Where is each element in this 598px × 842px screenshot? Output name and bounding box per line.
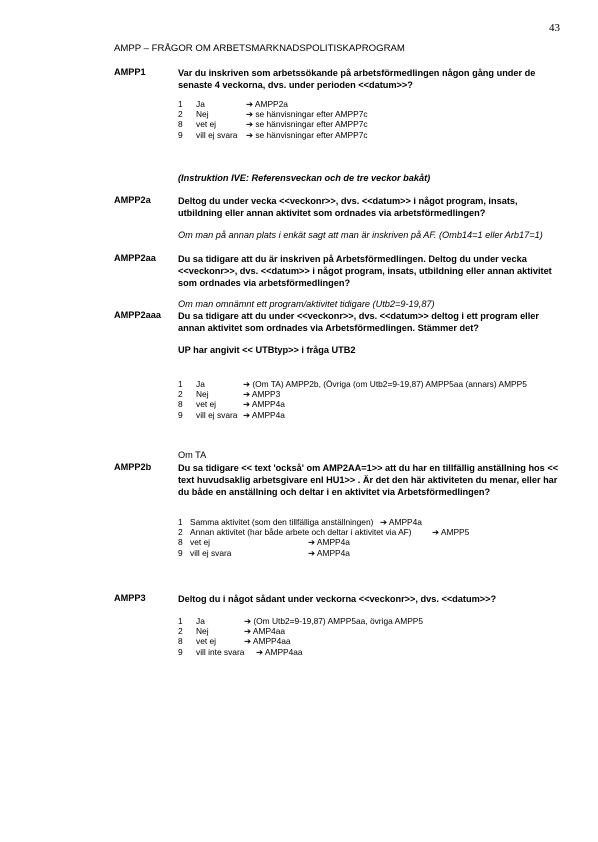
option-label: vet ej xyxy=(196,399,217,410)
question-text-ampp3: Deltog du i något sådant under veckorna <<veckonr>>, dvs. <<datum>>? xyxy=(178,594,497,604)
option-route: ➔ AMP4aa xyxy=(244,626,286,637)
option-row xyxy=(178,616,568,626)
option-row xyxy=(178,626,568,636)
option-row xyxy=(178,410,578,420)
option-row xyxy=(178,130,538,140)
instruction-om-ta: Om TA xyxy=(178,450,207,460)
option-route: ➔ AMPP4aa xyxy=(244,636,291,647)
options-ampp2aaa xyxy=(178,379,578,420)
question-id-ampp1: AMPP1 xyxy=(114,67,146,77)
option-row xyxy=(178,109,538,119)
instruction-ampp2aa: Om man på annan plats i enkät sagt att man är inskriven på AF. (Omb14=1 eller Arb17=1) xyxy=(178,230,543,240)
option-number: 9 xyxy=(178,129,183,140)
section-heading: AMPP – FRÅGOR OM ARBETSMARKNADSPOLITISKAPROGRAM xyxy=(114,43,405,54)
option-number: 8 xyxy=(178,537,183,548)
option-route: ➔ AMPP4a xyxy=(243,399,285,410)
option-number: 8 xyxy=(178,636,183,647)
option-number: 9 xyxy=(178,646,183,657)
option-label: Annan aktivitet (har både arbete och deltar i aktivitet via AF) xyxy=(190,527,412,538)
option-label: Ja xyxy=(196,616,205,626)
option-label: Samma aktivitet (som den tillfälliga anställningen) xyxy=(190,517,374,527)
option-row xyxy=(178,636,568,646)
option-number: 2 xyxy=(178,109,183,120)
note-ampp2aaa: UP har angivit << UTBtyp>> i fråga UTB2 xyxy=(178,345,356,355)
option-route: ➔ (Om TA) AMPP2b, (Övriga (om Utb2=9-19,87) AMPP5aa (annars) AMPP5 xyxy=(243,379,527,389)
option-row xyxy=(178,527,568,537)
option-label: vill inte svara xyxy=(196,646,245,657)
option-label: Nej xyxy=(196,626,209,637)
option-route: ➔ se hänvisningar efter AMPP7c xyxy=(246,119,368,130)
option-row xyxy=(178,517,568,527)
instruction-ive: (Instruktion IVE: Referensveckan och de tre veckor bakåt) xyxy=(178,173,431,183)
question-id-ampp3: AMPP3 xyxy=(114,593,146,603)
option-number: 1 xyxy=(178,99,183,109)
question-id-ampp2b: AMPP2b xyxy=(114,462,152,472)
question-text-ampp2a: Deltog du under vecka <<veckonr>>, dvs. <<datum>> i något program, insats, utbildning eller annan aktivitet som ordnades via arbetsförmedlingen? xyxy=(178,196,518,218)
question-id-ampp2aaa: AMPP2aaa xyxy=(114,310,161,320)
question-text-ampp2aa: Du sa tidigare att du är inskriven på Arbetsförmedlingen. Deltog du under vecka <<veckonr>>, dvs. <<datum>> i något program, insats, utbildning eller annan aktivitet som ordnades via arbetsförmedlingen? xyxy=(178,254,552,288)
option-row xyxy=(178,647,568,657)
option-route: ➔ (Om Utb2=9-19,87) AMPP5aa, övriga AMPP5 xyxy=(244,616,424,626)
option-number: 9 xyxy=(178,547,183,558)
option-label: vet ej xyxy=(190,537,211,548)
question-text-ampp1: Var du inskriven som arbetssökande på arbetsförmedlingen någon gång under de senaste 4 veckorna, dvs. under perioden <<datum>>? xyxy=(178,68,536,90)
option-label: Ja xyxy=(196,379,205,389)
option-row xyxy=(178,548,568,558)
option-row xyxy=(178,119,538,129)
option-row xyxy=(178,399,578,409)
option-row xyxy=(178,99,538,109)
option-number: 8 xyxy=(178,399,183,410)
option-number: 9 xyxy=(178,409,183,420)
option-route: ➔ AMPP5 xyxy=(432,527,470,538)
option-route: ➔ se hänvisningar efter AMPP7c xyxy=(246,109,368,120)
option-label: vill ej svara xyxy=(196,409,238,420)
instruction-ampp2aaa: Om man omnämnt ett program/aktivitet tidigare (Utb2=9-19,87) xyxy=(178,299,435,309)
option-number: 2 xyxy=(178,389,183,400)
option-route: ➔ se hänvisningar efter AMPP7c xyxy=(246,129,368,140)
option-row xyxy=(178,379,578,389)
option-number: 2 xyxy=(178,626,183,637)
option-label: Nej xyxy=(196,389,209,400)
option-label: vill ej svara xyxy=(190,547,232,558)
option-number: 1 xyxy=(178,616,183,626)
question-id-ampp2a: AMPP2a xyxy=(114,195,151,205)
question-text-ampp2b: Du sa tidigare << text 'också' om AMP2AA=1>> att du har en tillfällig anställning hos << text huvudsaklig arbetsgivare enl HU1>> . Är det den här aktiviteten du menar, eller har du både en anställning och deltar i en aktivitet via Arbetsförmedlingen? xyxy=(178,463,559,497)
option-route: ➔ AMPP3 xyxy=(243,389,281,400)
option-row xyxy=(178,537,568,547)
option-row xyxy=(178,389,578,399)
option-route: ➔ AMPP4a xyxy=(308,537,350,548)
option-route: ➔ AMPP2a xyxy=(246,99,288,109)
question-text-ampp2aaa: Du sa tidigare att du under <<veckonr>>, dvs. <<datum>> deltog i ett program eller annan aktivitet som ordnades via Arbetsförmedlingen. Stämmer det? xyxy=(178,311,539,333)
option-number: 1 xyxy=(178,379,183,389)
option-number: 8 xyxy=(178,119,183,130)
option-route: ➔ AMPP4a xyxy=(243,409,285,420)
option-number: 2 xyxy=(178,527,183,538)
options-ampp3 xyxy=(178,616,568,657)
option-route: ➔ AMPP4a xyxy=(308,547,350,558)
option-label: vet ej xyxy=(196,119,217,130)
option-label: vet ej xyxy=(196,636,217,647)
option-route: ➔ AMPP4aa xyxy=(256,646,303,657)
option-number: 1 xyxy=(178,517,183,527)
option-label: Nej xyxy=(196,109,209,120)
options-ampp2b xyxy=(178,517,568,558)
question-id-ampp2aa: AMPP2aa xyxy=(114,253,156,263)
page-number: 43 xyxy=(549,22,560,34)
option-label: Ja xyxy=(196,99,205,109)
option-label: vill ej svara xyxy=(196,129,238,140)
option-route: ➔ AMPP4a xyxy=(380,517,422,527)
options-ampp1 xyxy=(178,99,538,140)
